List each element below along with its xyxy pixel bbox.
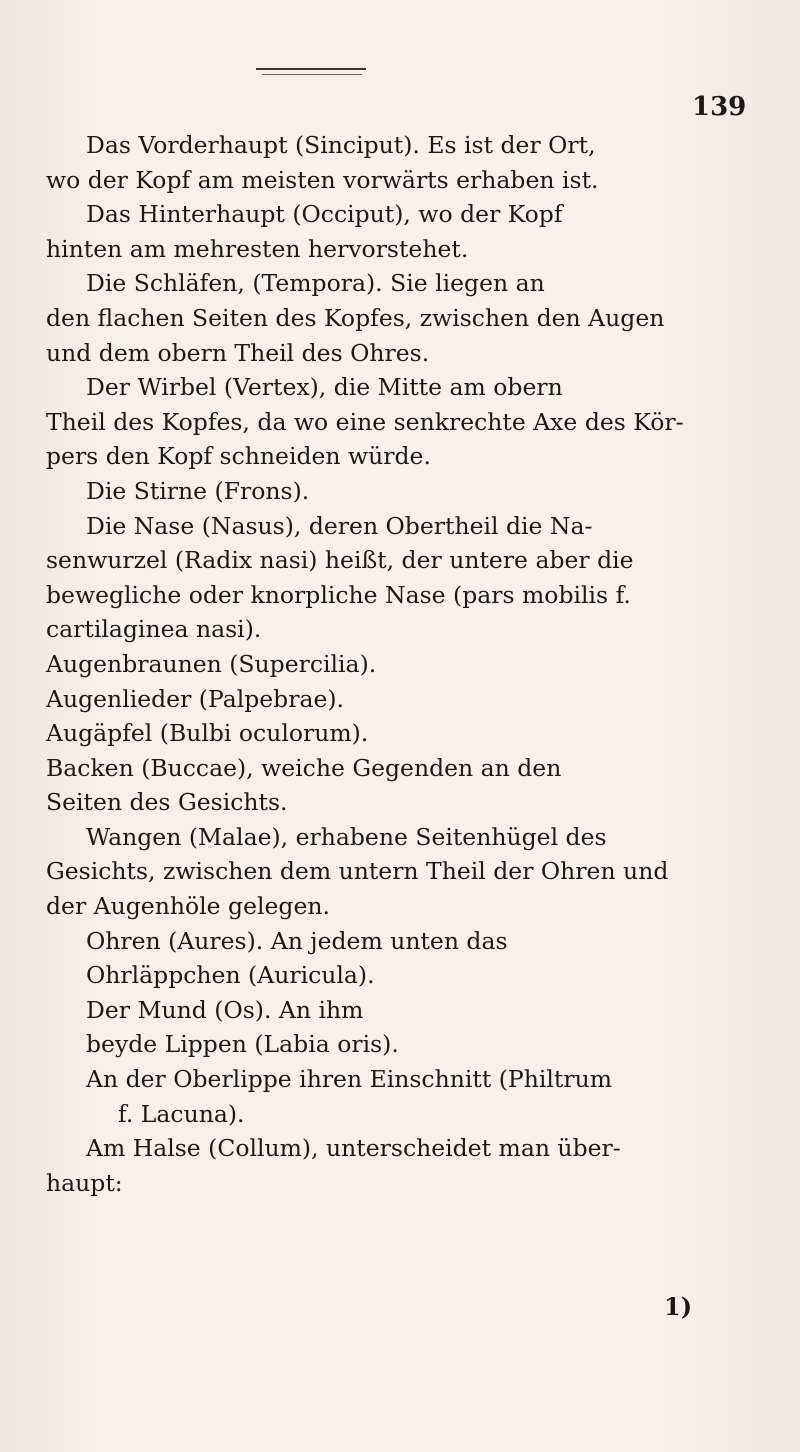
text-line: haupt: [46,1168,123,1197]
text-line: Augenlieder (Palpebrae). [46,684,345,713]
text-line: der Augenhöle gelegen. [46,892,330,921]
text-line: Das Hinterhaupt (Occiput), wo der Kopf [86,200,563,229]
text-line: hinten am mehresten hervorstehet. [46,234,469,263]
text-line: Die Stirne (Frons). [86,476,310,505]
text-line: Die Schläfen, (Tempora). Sie liegen an [86,269,545,298]
text-line: senwurzel (Radix nasi) heißt, der untere aber die [46,546,634,575]
body-text [46,128,766,1200]
catchword: 1) [664,1292,693,1321]
text-line: Gesichts, zwischen dem untern Theil der Ohren und [46,857,669,886]
text-line: Wangen (Malae), erhabene Seitenhügel des [86,822,607,851]
text-line: Ohren (Aures). An jedem unten das [86,926,508,955]
text-line: bewegliche oder knorpliche Nase (pars mobilis f. [46,580,631,609]
top-rule [256,68,366,70]
text-line: cartilaginea nasi). [46,615,262,644]
text-line: Ohrläppchen (Auricula). [86,961,375,990]
top-rule-thin [262,74,362,75]
page-number: 139 [692,92,747,122]
text-line: An der Oberlippe ihren Einschnitt (Philtrum [86,1065,612,1094]
text-line: Das Vorderhaupt (Sinciput). Es ist der Ort, [86,131,596,159]
text-line: wo der Kopf am meisten vorwärts erhaben ist. [46,165,599,194]
text-line: pers den Kopf schneiden würde. [46,442,431,471]
text-line: f. Lacuna). [118,1099,245,1128]
text-line: Seiten des Gesichts. [46,788,288,817]
text-line: Augenbraunen (Supercilia). [46,649,377,678]
text-line: beyde Lippen (Labia oris). [86,1030,399,1059]
text-line: den flachen Seiten des Kopfes, zwischen den Augen [46,303,665,332]
text-line: Theil des Kopfes, da wo eine senkrechte Axe des Kör- [46,407,684,436]
text-line: und dem obern Theil des Ohres. [46,338,430,367]
text-line: Augäpfel (Bulbi oculorum). [46,719,369,748]
text-line: Backen (Buccae), weiche Gegenden an den [46,753,562,782]
text-line: Der Wirbel (Vertex), die Mitte am obern [86,373,563,402]
text-line: Am Halse (Collum), unterscheidet man über- [86,1134,621,1163]
text-line: Der Mund (Os). An ihm [86,995,364,1024]
text-line: Die Nase (Nasus), deren Obertheil die Na- [86,511,593,540]
